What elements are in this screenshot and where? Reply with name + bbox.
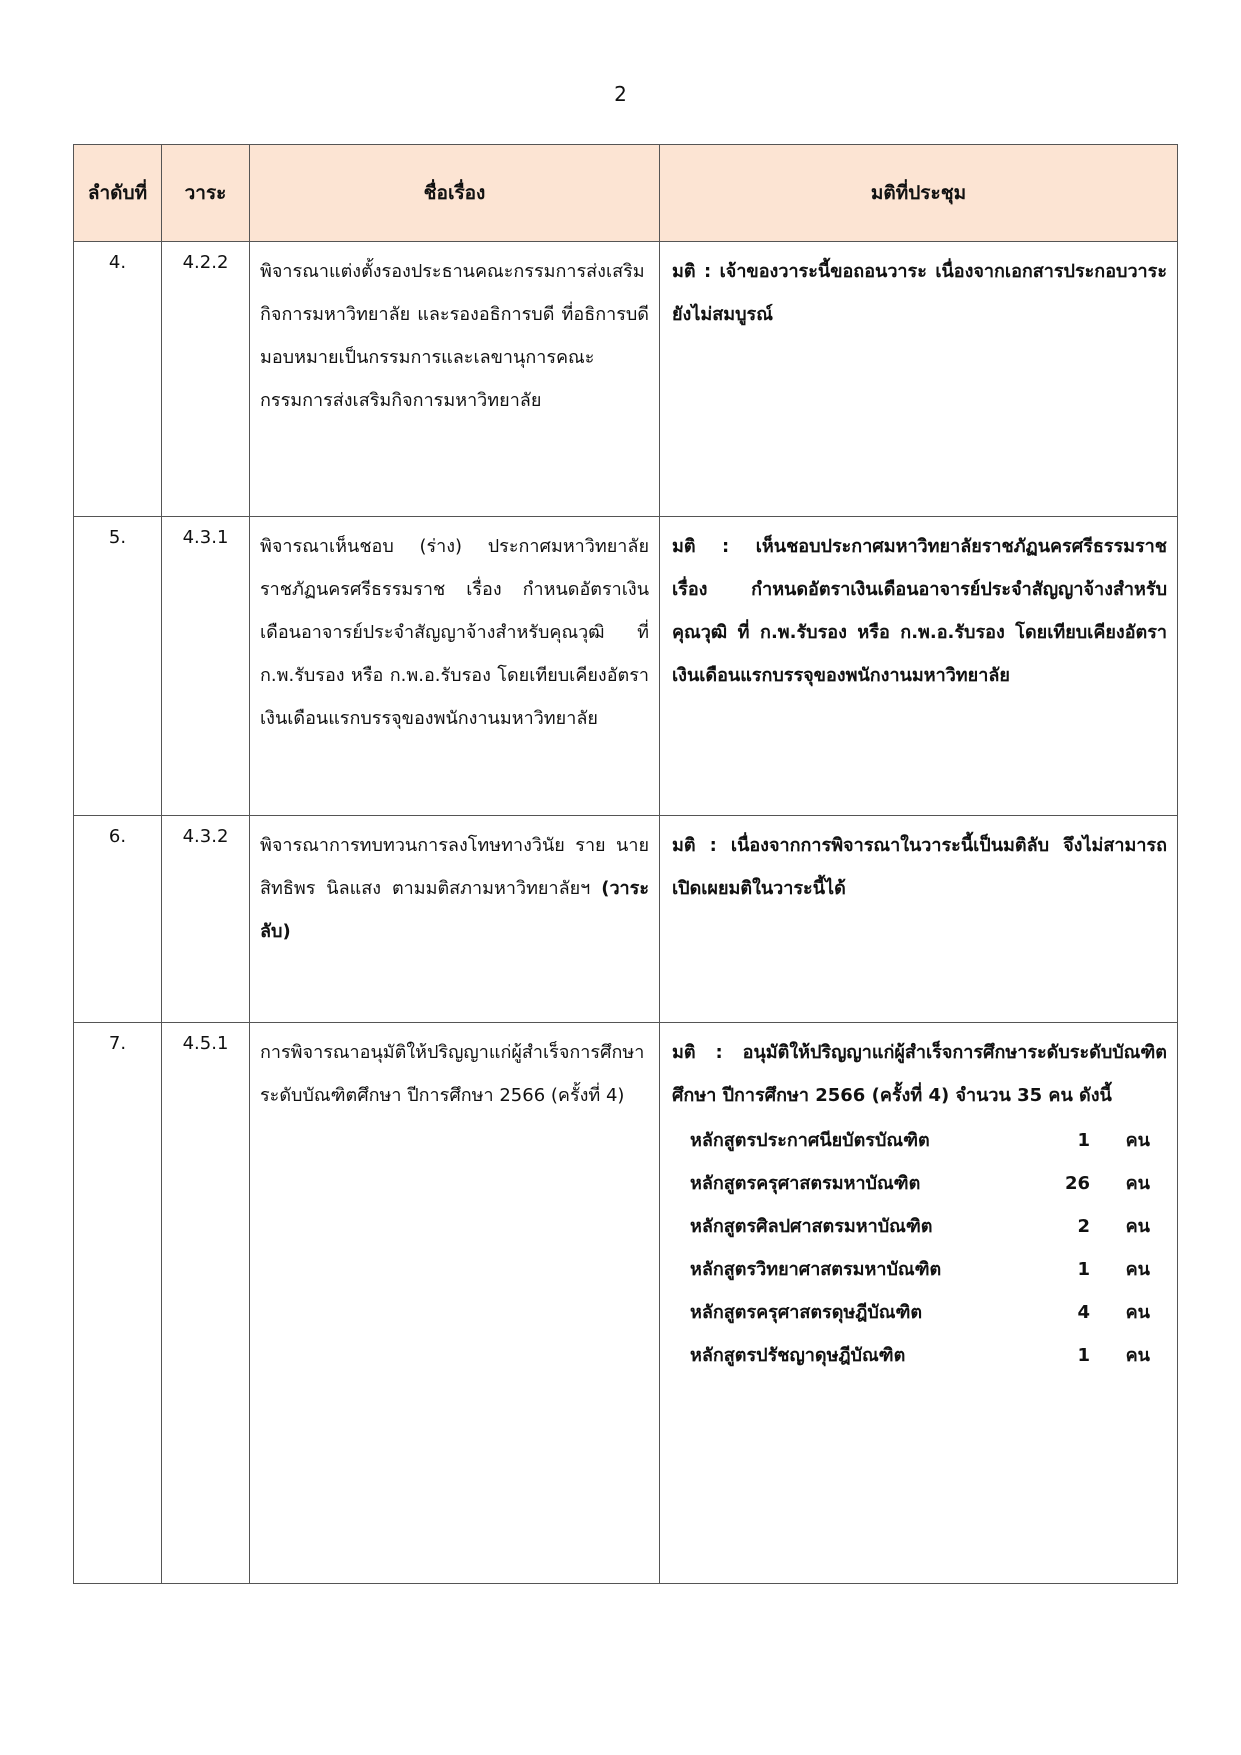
list-item	[690, 1248, 1167, 1291]
header-row	[74, 145, 1178, 242]
row-agenda: 4.2.2	[162, 242, 250, 517]
row-title: พิจารณาแต่งตั้งรองประธานคณะกรรมการส่งเสริมกิจการมหาวิทยาลัย และรองอธิการบดี ที่อธิการบดีมอบหมายเป็นกรรมการและเลขานุการคณะกรรมการส่งเสริมกิจการมหาวิทยาลัย	[250, 242, 660, 517]
page-number: 2	[614, 82, 627, 106]
header-agenda: วาระ	[162, 145, 250, 242]
list-item	[690, 1119, 1167, 1162]
program-count: 26	[1064, 1173, 1090, 1194]
row-resolution	[660, 1023, 1178, 1584]
confidential-tag: (วาระลับ)	[260, 878, 649, 942]
row-title-text: พิจารณาการทบทวนการลงโทษทางวินัย ราย นายสิทธิพร นิลแสง ตามมติสภามหาวิทยาลัยฯ	[260, 835, 649, 899]
program-unit: คน	[1125, 1216, 1150, 1237]
row-title	[250, 816, 660, 1023]
program-unit: คน	[1125, 1302, 1150, 1323]
program-name: หลักสูตรประกาศนียบัตรบัณฑิต	[690, 1130, 930, 1151]
row-number: 6.	[74, 816, 162, 1023]
row-number: 7.	[74, 1023, 162, 1584]
row-resolution: มติ : เห็นชอบประกาศมหาวิทยาลัยราชภัฏนครศรีธรรมราช เรื่อง กำหนดอัตราเงินเดือนอาจารย์ประจำสัญญาจ้างสำหรับคุณวุฒิ ที่ ก.พ.รับรอง หรือ ก.พ.อ.รับรอง โดยเทียบเคียงอัตราเงินเดือนแรกบรรจุของพนักงานมหาวิทยาลัย	[660, 517, 1178, 816]
row-agenda: 4.5.1	[162, 1023, 250, 1584]
minutes-table	[73, 144, 1178, 1584]
program-name: หลักสูตรครุศาสตรมหาบัณฑิต	[690, 1173, 921, 1194]
program-count: 1	[1077, 1345, 1090, 1366]
row-number: 5.	[74, 517, 162, 816]
row-agenda: 4.3.2	[162, 816, 250, 1023]
program-count: 2	[1077, 1216, 1090, 1237]
program-name: หลักสูตรปรัชญาดุษฎีบัณฑิต	[690, 1345, 906, 1366]
program-count: 1	[1077, 1259, 1090, 1280]
list-item	[690, 1205, 1167, 1248]
program-unit: คน	[1125, 1259, 1150, 1280]
table-row	[74, 816, 1178, 1023]
graduate-program-list	[690, 1119, 1167, 1377]
program-name: หลักสูตรครุศาสตรดุษฎีบัณฑิต	[690, 1302, 923, 1323]
row-resolution: มติ : เจ้าของวาระนี้ขอถอนวาระ เนื่องจากเอกสารประกอบวาระยังไม่สมบูรณ์	[660, 242, 1178, 517]
table-row	[74, 517, 1178, 816]
header-title: ชื่อเรื่อง	[250, 145, 660, 242]
program-unit: คน	[1125, 1130, 1150, 1151]
header-no: ลำดับที่	[74, 145, 162, 242]
list-item	[690, 1291, 1167, 1334]
program-count: 4	[1077, 1302, 1090, 1323]
row-title: การพิจารณาอนุมัติให้ปริญญาแก่ผู้สำเร็จการศึกษา ระดับบัณฑิตศึกษา ปีการศึกษา 2566 (ครั้งที่ 4)	[250, 1023, 660, 1584]
row-resolution: มติ : เนื่องจากการพิจารณาในวาระนี้เป็นมติลับ จึงไม่สามารถเปิดเผยมติในวาระนี้ได้	[660, 816, 1178, 1023]
program-name: หลักสูตรวิทยาศาสตรมหาบัณฑิต	[690, 1259, 942, 1280]
program-unit: คน	[1125, 1173, 1150, 1194]
row-number: 4.	[74, 242, 162, 517]
table-row	[74, 1023, 1178, 1584]
row-resolution-text: มติ : อนุมัติให้ปริญญาแก่ผู้สำเร็จการศึกษาระดับระดับบัณฑิตศึกษา ปีการศึกษา 2566 (ครั้งที่ 4) จำนวน 35 คน ดังนี้	[672, 1042, 1167, 1106]
row-agenda: 4.3.1	[162, 517, 250, 816]
row-title: พิจารณาเห็นชอบ (ร่าง) ประกาศมหาวิทยาลัยราชภัฏนครศรีธรรมราช เรื่อง กำหนดอัตราเงินเดือนอาจารย์ประจำสัญญาจ้างสำหรับคุณวุฒิ ที่ ก.พ.รับรอง หรือ ก.พ.อ.รับรอง โดยเทียบเคียงอัตราเงินเดือนแรกบรรจุของพนักงานมหาวิทยาลัย	[250, 517, 660, 816]
list-item	[690, 1162, 1167, 1205]
program-unit: คน	[1125, 1345, 1150, 1366]
table-row	[74, 242, 1178, 517]
program-name: หลักสูตรศิลปศาสตรมหาบัณฑิต	[690, 1216, 933, 1237]
header-resolution: มติที่ประชุม	[660, 145, 1178, 242]
list-item	[690, 1334, 1167, 1377]
program-count: 1	[1077, 1130, 1090, 1151]
